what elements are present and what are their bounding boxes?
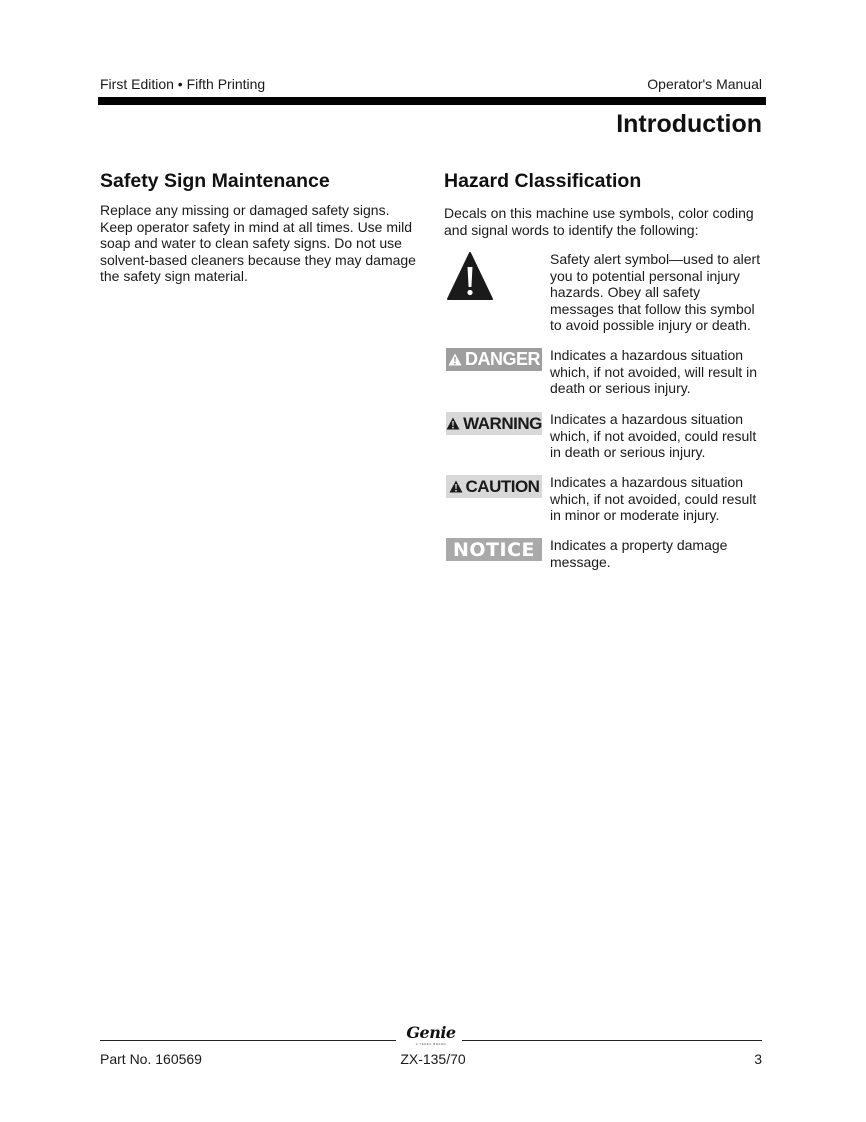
hazard-item-safety-alert [444,251,766,337]
footer-part-number: Part No. 160569 [100,1051,202,1067]
hazard-item-warning [444,411,766,463]
danger-badge [446,348,542,371]
warning-triangle-icon [446,417,460,430]
notice-badge [446,538,542,561]
footer-model: ZX-135/70 [400,1051,466,1067]
hazard-item-danger [444,347,766,399]
warning-description: Indicates a hazardous situation which, if not avoided, could result in death or serious injury. [550,411,757,460]
warning-triangle-icon [449,480,463,493]
genie-logo-text: Genie [406,1023,456,1042]
genie-logo [404,1024,458,1046]
hazard-classification-heading: Hazard Classification [444,170,642,192]
caution-label: CAUTION [465,476,540,496]
notice-description: Indicates a property damage message. [550,537,728,570]
header-edition: First Edition • Fifth Printing [100,76,266,92]
safety-alert-icon [446,251,494,306]
hazard-classification-intro: Decals on this machine use symbols, color coding and signal words to identify the following: [444,205,754,238]
warning-badge [446,412,542,435]
caution-description: Indicates a hazardous situation which, if not avoided, could result in minor or moderate injury. [550,474,757,523]
warning-label: WARNING [463,413,542,433]
footer-rule-left [100,1040,396,1041]
safety-sign-maintenance-body: Replace any missing or damaged safety signs. Keep operator safety in mind at all times. Use mild soap and water to clean safety signs. Do not use solvent-based cleaners because they may damage the safety sign material. [100,202,416,284]
warning-triangle-icon [448,353,462,366]
safety-sign-maintenance-heading: Safety Sign Maintenance [100,170,330,192]
danger-label: DANGER [464,349,540,369]
safety-alert-description: Safety alert symbol—used to alert you to potential personal injury hazards. Obey all safety messages that follow this symbol to avoid possible injury or death. [550,251,761,333]
caution-badge [446,475,542,498]
hazard-item-caution [444,474,766,526]
danger-description: Indicates a hazardous situation which, if not avoided, will result in death or serious injury. [550,347,757,396]
footer-rule-right [462,1040,762,1041]
genie-logo-subtext: A TEREX BRAND [415,1042,447,1046]
hazard-item-notice [444,537,766,573]
notice-label: NOTICE [452,538,535,561]
footer-page-number: 3 [754,1051,762,1067]
page-title: Introduction [616,110,762,138]
header-rule [98,97,766,105]
header-manual-title: Operator's Manual [647,76,762,92]
